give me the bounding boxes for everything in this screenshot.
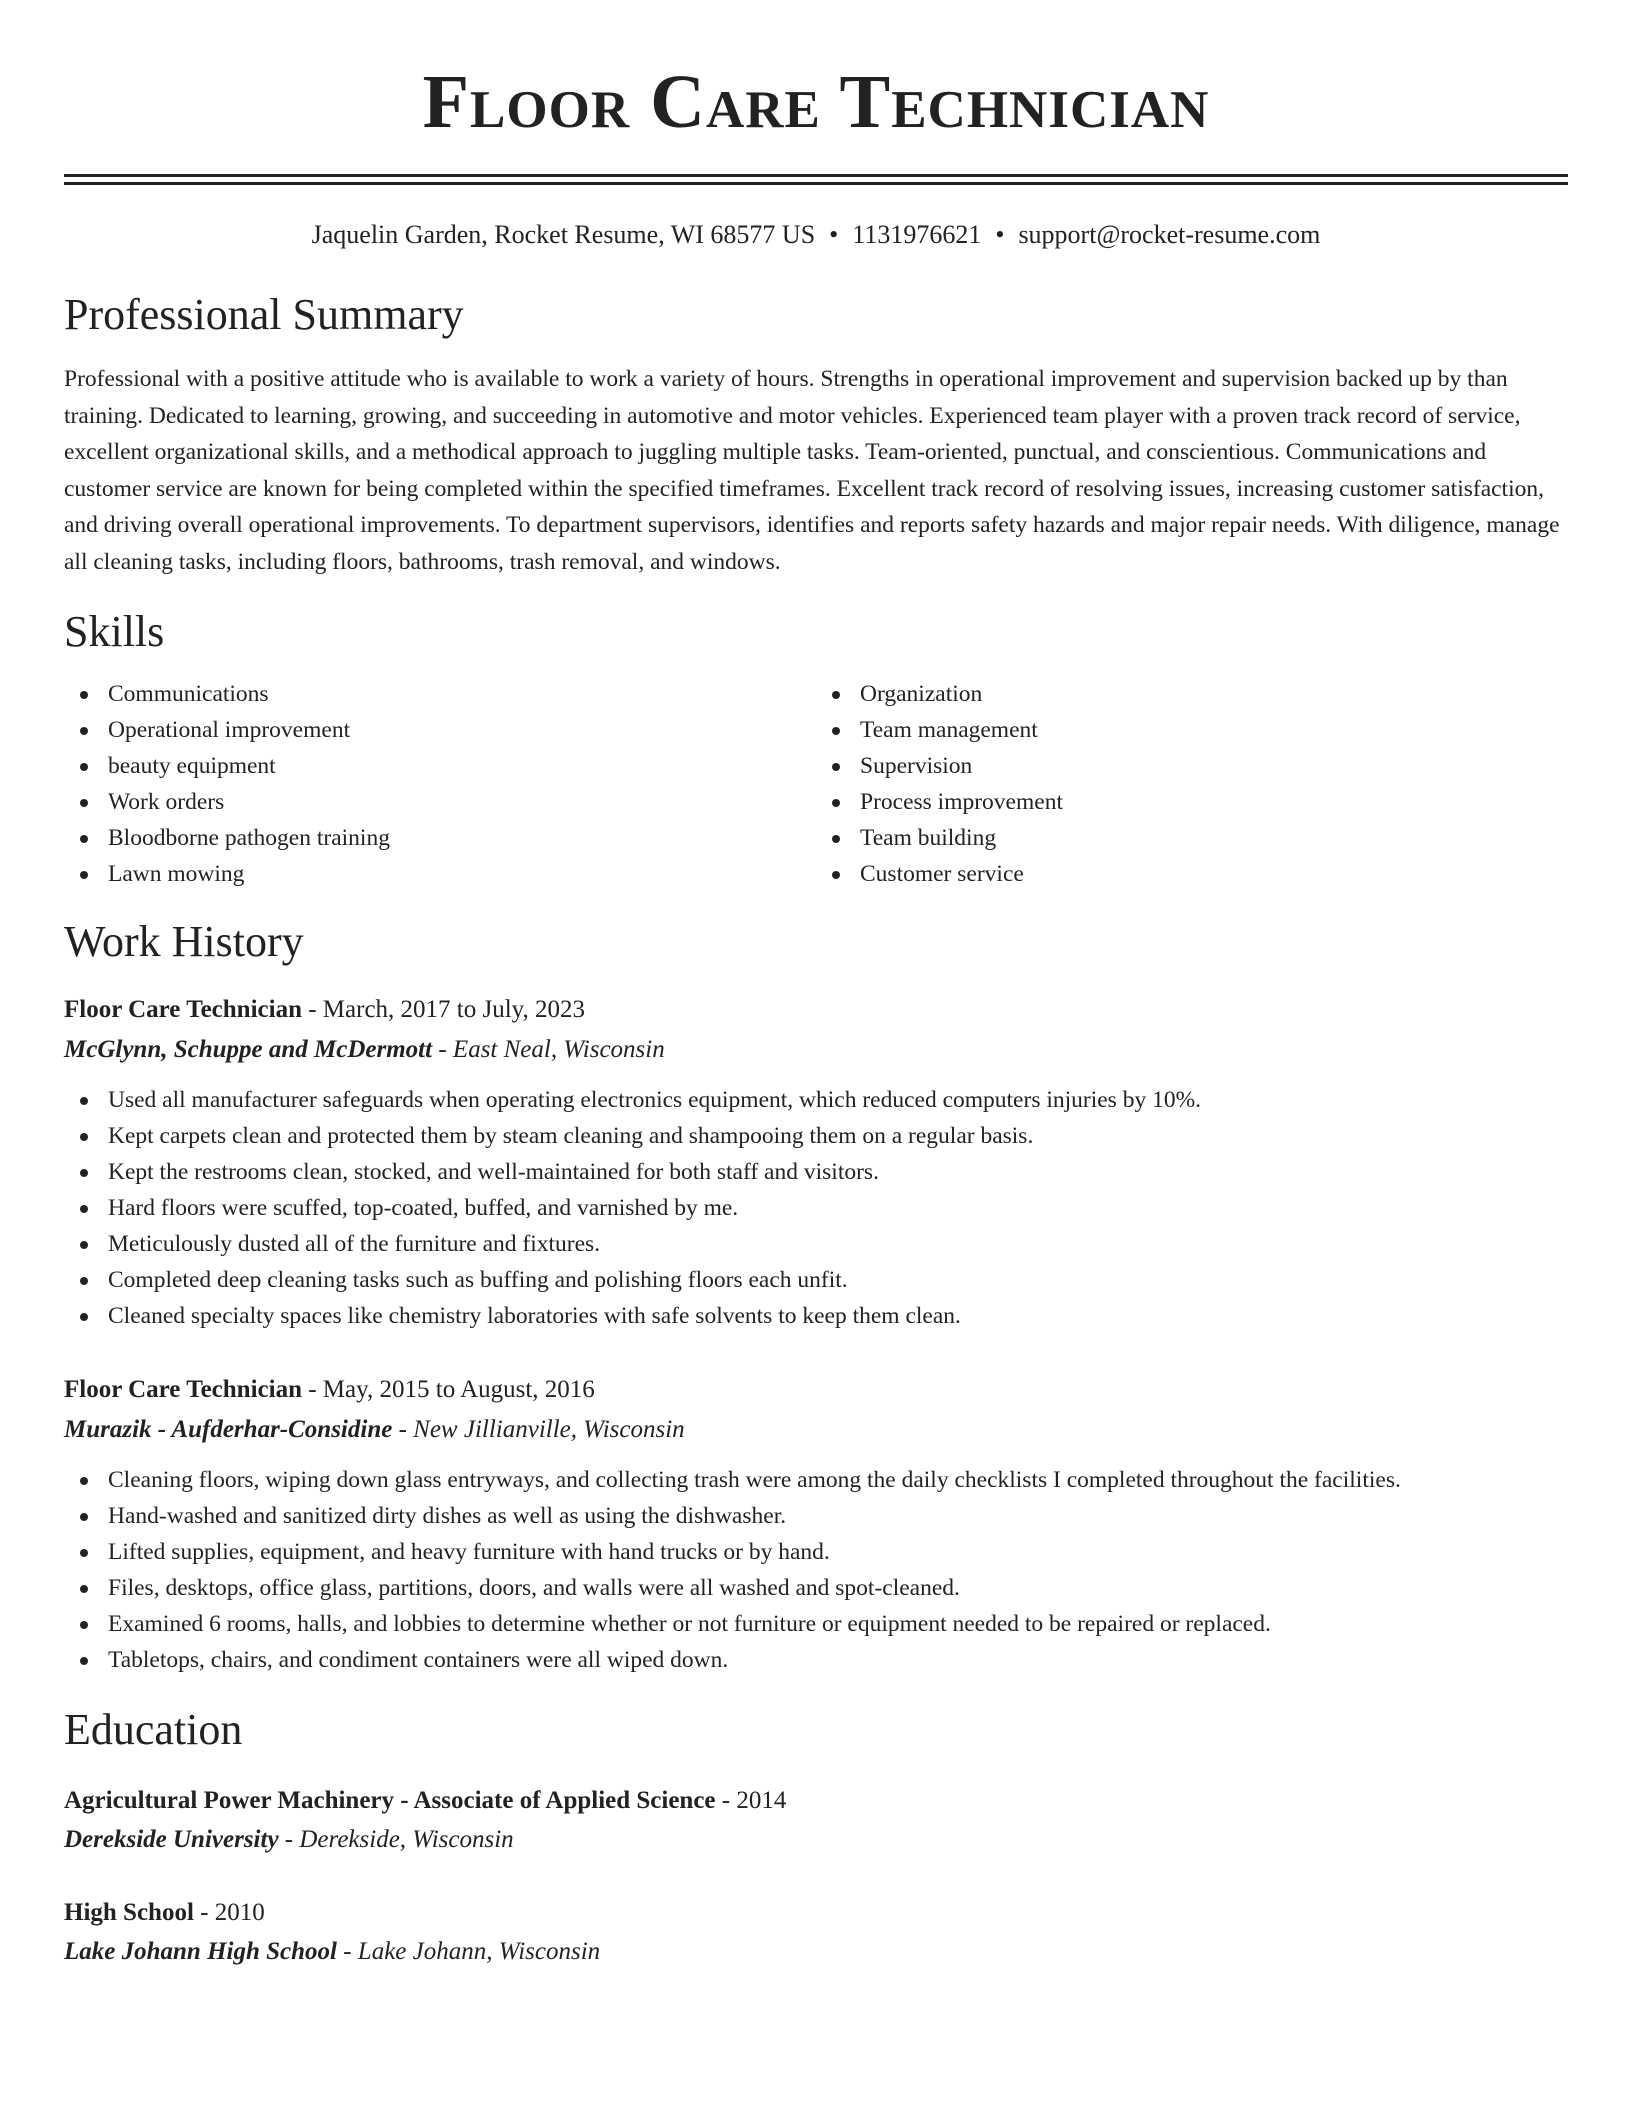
duty-item: Cleaning floors, wiping down glass entryways, and collecting trash were among the daily checklists I completed throughout the facilities. <box>64 1462 1568 1498</box>
job-dates: - May, 2015 to August, 2016 <box>301 1376 595 1403</box>
skill-item: Lawn mowing <box>64 856 816 892</box>
duty-item: Hand-washed and sanitized dirty dishes as well as using the dishwasher. <box>64 1498 1568 1534</box>
degree-line <box>64 1894 1568 1932</box>
skill-item: Customer service <box>816 856 1568 892</box>
duty-item: Tabletops, chairs, and condiment containers were all wiped down. <box>64 1642 1568 1678</box>
degree-year: - 2014 <box>715 1787 787 1814</box>
job-title: Floor Care Technician <box>64 1376 302 1403</box>
employer-location: - East Neal, Wisconsin <box>432 1036 665 1063</box>
degree-name: Agricultural Power Machinery - Associate of Applied Science <box>64 1787 716 1814</box>
school-location: - Derekside, Wisconsin <box>278 1826 514 1853</box>
education-heading: Education <box>64 1705 243 1754</box>
skill-item: Organization <box>816 676 1568 712</box>
duty-item: Meticulously dusted all of the furniture and fixtures. <box>64 1226 1568 1262</box>
skills-column-left <box>64 676 816 892</box>
education-entry <box>64 1782 1568 1860</box>
job-dates: - March, 2017 to July, 2023 <box>301 996 586 1023</box>
duty-item: Kept the restrooms clean, stocked, and well-maintained for both staff and visitors. <box>64 1154 1568 1190</box>
school-name: Lake Johann High School <box>64 1938 337 1965</box>
employer-name: McGlynn, Schuppe and McDermott <box>64 1036 433 1063</box>
degree-name: High School <box>64 1899 194 1926</box>
skill-item: beauty equipment <box>64 748 816 784</box>
skill-item: Supervision <box>816 748 1568 784</box>
job-entry <box>64 1370 1568 1678</box>
duty-item: Cleaned specialty spaces like chemistry laboratories with safe solvents to keep them clean. <box>64 1298 1568 1334</box>
duty-item: Files, desktops, office glass, partitions, doors, and walls were all washed and spot-cleaned. <box>64 1570 1568 1606</box>
employer-name: Murazik - Aufderhar-Considine <box>64 1416 393 1443</box>
duty-item: Lifted supplies, equipment, and heavy furniture with hand trucks or by hand. <box>64 1534 1568 1570</box>
contact-phone: 1131976621 <box>852 220 982 249</box>
contact-line <box>64 217 1568 253</box>
school-location: - Lake Johann, Wisconsin <box>336 1938 601 1965</box>
contact-separator: • <box>829 220 839 249</box>
school-name: Derekside University <box>64 1826 279 1853</box>
skill-item: Team building <box>816 820 1568 856</box>
skill-item: Process improvement <box>816 784 1568 820</box>
degree-line <box>64 1782 1568 1820</box>
work-history-heading: Work History <box>64 917 304 966</box>
school-line <box>64 1932 1568 1972</box>
duty-item: Hard floors were scuffed, top-coated, buffed, and varnished by me. <box>64 1190 1568 1226</box>
employer-line <box>64 1410 1568 1450</box>
summary-text: Professional with a positive attitude who is available to work a variety of hours. Strengths in operational improvement and supervision backed up by than training. Dedicated to learning, growing, and succeeding in automotive and motor vehicles. Experienced team player with a proven track record of service, excellent organizational skills, and a methodical approach to juggling multiple tasks. Team-oriented, punctual, and conscientious. Communications and customer service are known for being completed within the specified timeframes. Excellent track record of resolving issues, increasing customer satisfaction, and driving overall operational improvements. To department supervisors, identifies and reports safety hazards and major repair needs. With diligence, manage all cleaning tasks, including floors, bathrooms, trash removal, and windows. <box>64 366 1560 575</box>
education-entry <box>64 1894 1568 1972</box>
header-divider <box>64 174 1568 185</box>
job-title-line <box>64 1370 1568 1410</box>
skills-heading: Skills <box>64 607 165 656</box>
job-entry <box>64 990 1568 1334</box>
employer-location: - New Jillianville, Wisconsin <box>392 1416 685 1443</box>
contact-email: support@rocket-resume.com <box>1018 220 1321 249</box>
skill-item: Communications <box>64 676 816 712</box>
summary-heading: Professional Summary <box>64 290 464 339</box>
skill-item: Bloodborne pathogen training <box>64 820 816 856</box>
skill-item: Operational improvement <box>64 712 816 748</box>
duty-item: Kept carpets clean and protected them by steam cleaning and shampooing them on a regular basis. <box>64 1118 1568 1154</box>
employer-line <box>64 1030 1568 1070</box>
duty-item: Completed deep cleaning tasks such as buffing and polishing floors each unfit. <box>64 1262 1568 1298</box>
job-duties <box>64 1462 1568 1678</box>
job-duties <box>64 1082 1568 1334</box>
duty-item: Used all manufacturer safeguards when operating electronics equipment, which reduced computers injuries by 10%. <box>64 1082 1568 1118</box>
skills-column-right <box>816 676 1568 892</box>
skill-item: Work orders <box>64 784 816 820</box>
skill-item: Team management <box>816 712 1568 748</box>
resume-name: Floor Care Technician <box>422 60 1210 144</box>
contact-separator: • <box>995 220 1005 249</box>
skills-list <box>64 676 1568 892</box>
school-line <box>64 1820 1568 1860</box>
contact-address: Jaquelin Garden, Rocket Resume, WI 68577 US <box>311 220 816 249</box>
degree-year: - 2010 <box>193 1899 265 1926</box>
duty-item: Examined 6 rooms, halls, and lobbies to determine whether or not furniture or equipment needed to be repaired or replaced. <box>64 1606 1568 1642</box>
job-title-line <box>64 990 1568 1030</box>
job-title: Floor Care Technician <box>64 996 302 1023</box>
